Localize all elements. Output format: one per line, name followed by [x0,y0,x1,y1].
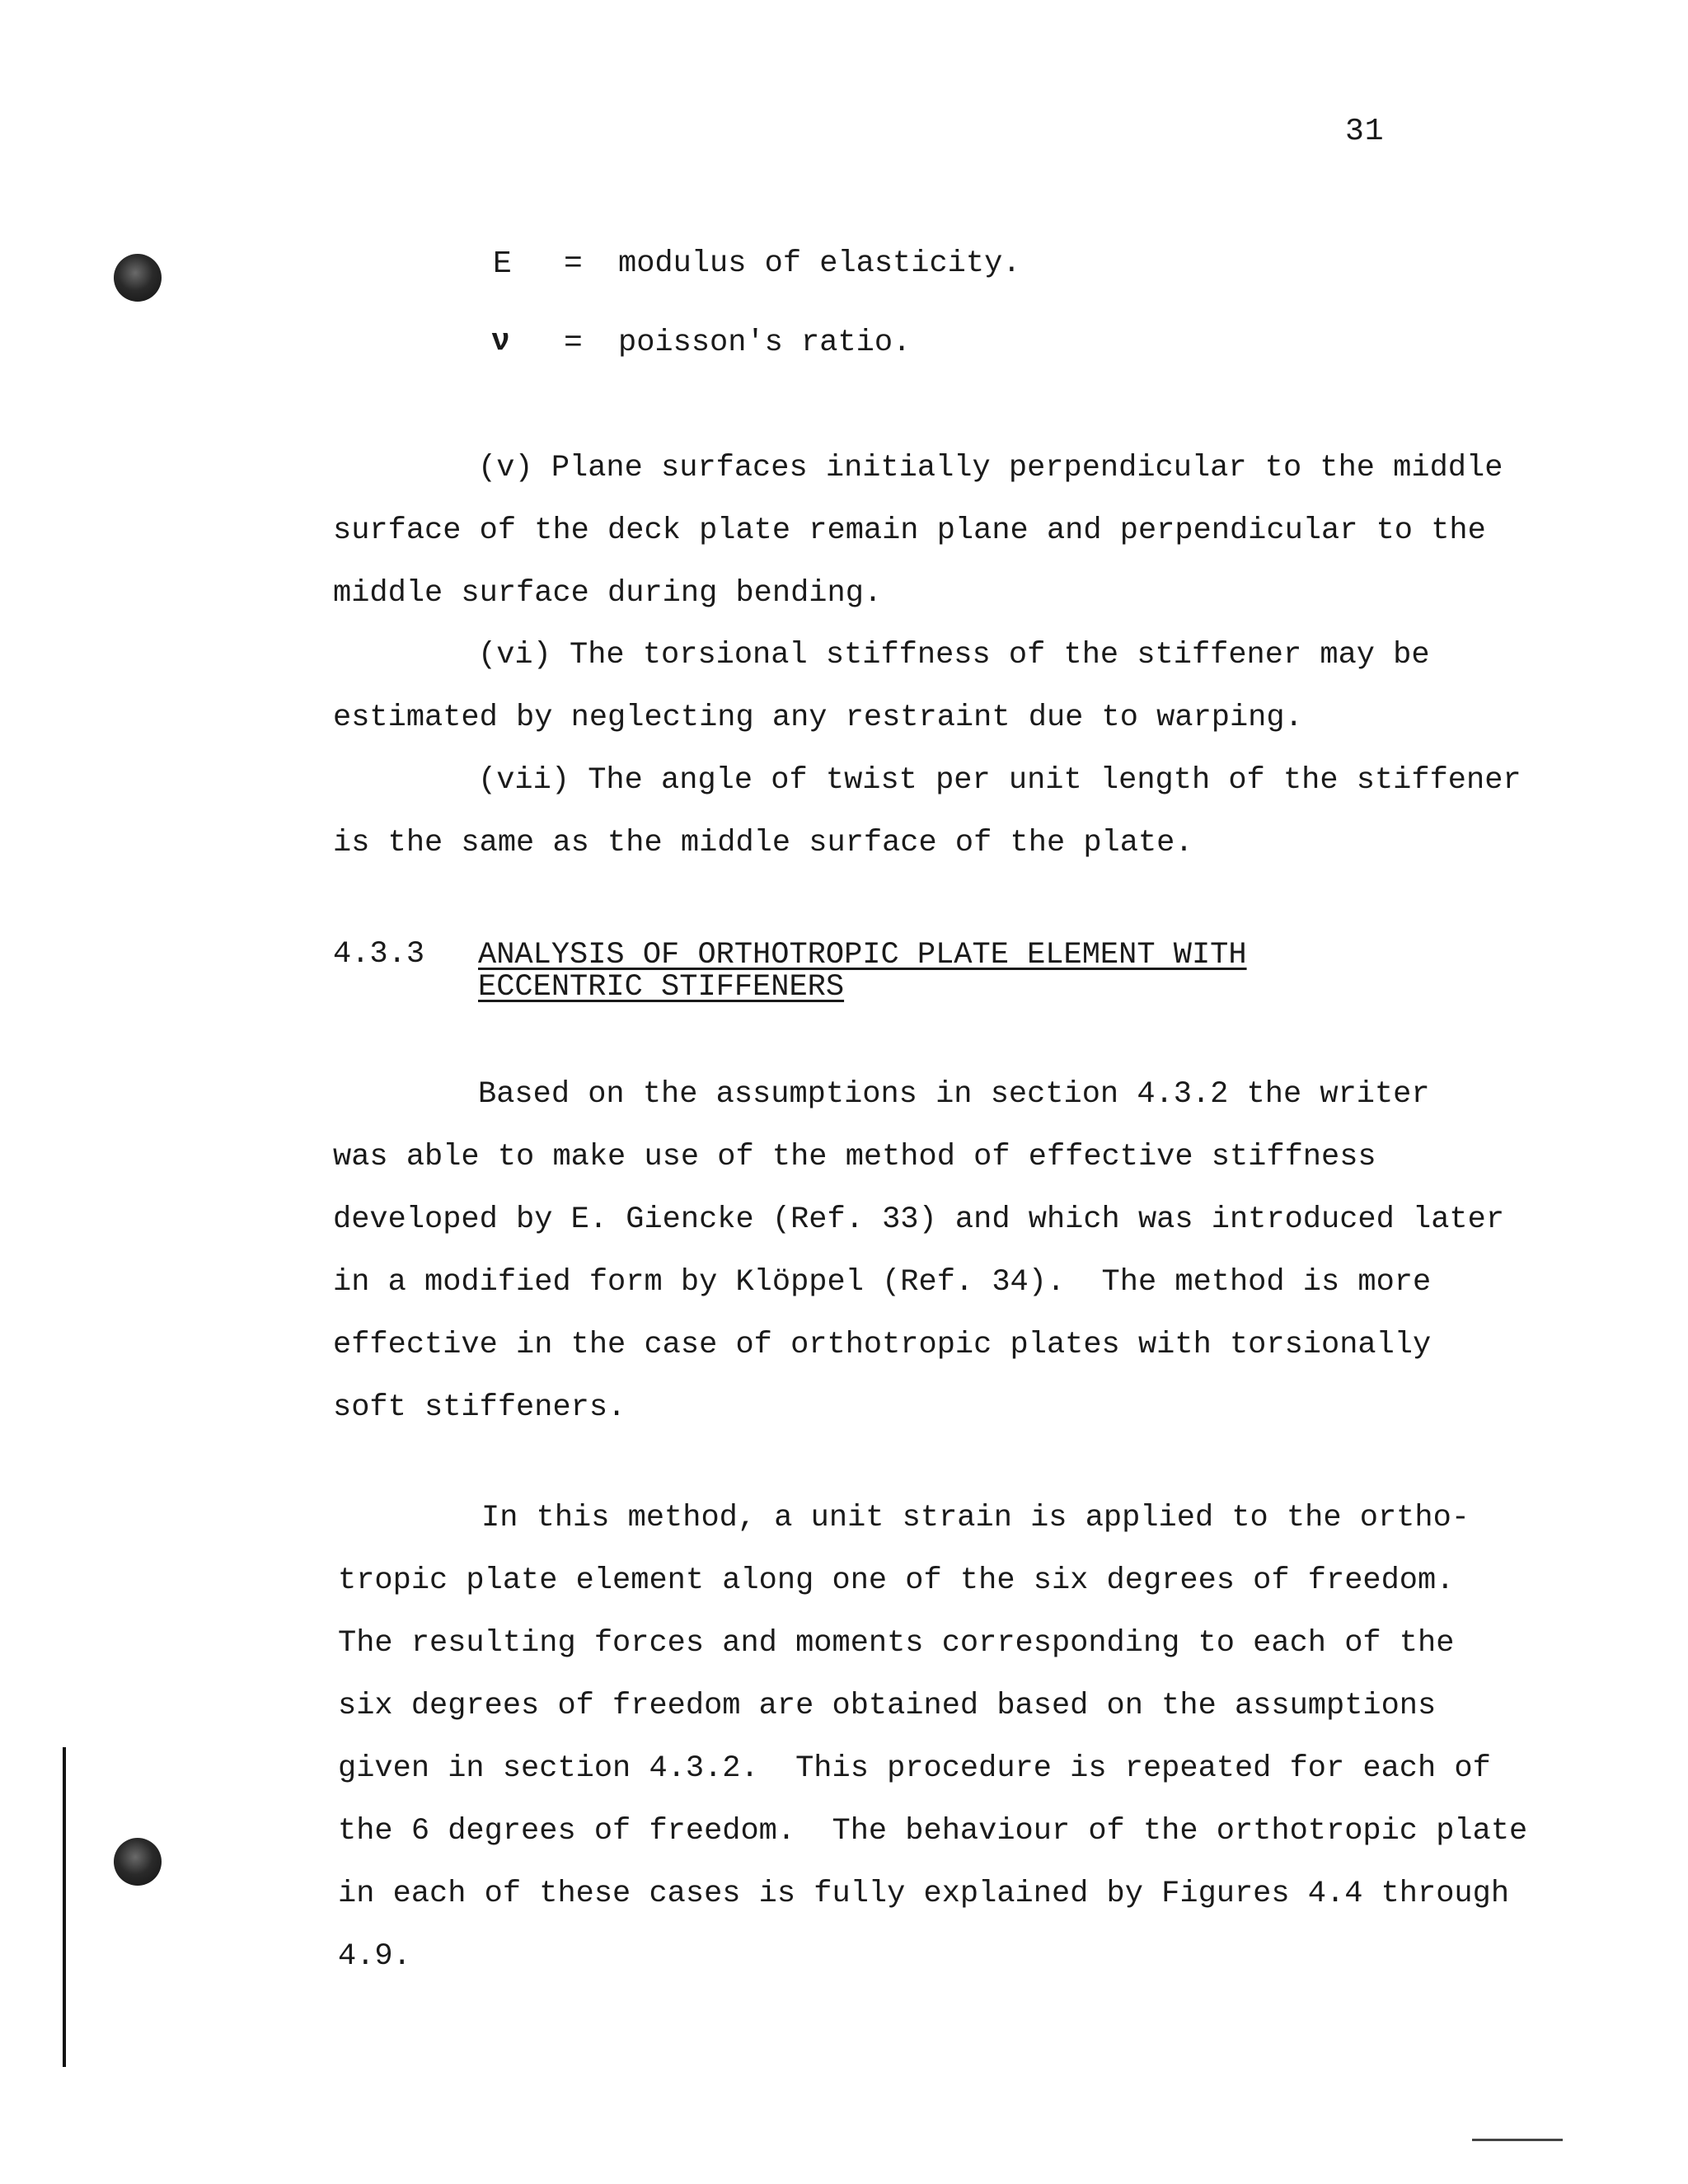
punch-hole-bottom [114,1838,162,1886]
text-line: (vi) The torsional stiffness of the stiffener may be [478,638,1430,673]
text-line: in a modified form by Klöppel (Ref. 34). The method is more [333,1265,1432,1300]
bottom-rule [1472,2139,1563,2141]
page-number: 31 [1345,114,1385,149]
text-line: the 6 degrees of freedom. The behaviour of the orthotropic plate [338,1814,1528,1849]
text-line: effective in the case of orthotropic plates with torsionally [333,1328,1432,1362]
section-title: ANALYSIS OF ORTHOTROPIC PLATE ELEMENT WITH ECCENTRIC STIFFENERS [478,938,1247,1005]
definition-text: modulus of elasticity. [618,246,1021,281]
text-line: surface of the deck plate remain plane and perpendicular to the [333,513,1486,548]
text-line: in each of these cases is fully explained by Figures 4.4 through [338,1877,1510,1911]
text-line: given in section 4.3.2. This procedure is repeated for each of [338,1751,1491,1786]
text-line: developed by E. Giencke (Ref. 33) and which was introduced later [333,1202,1505,1237]
margin-line [63,1747,66,2067]
text-line: was able to make use of the method of effective stiffness [333,1140,1376,1174]
text-line: (vii) The angle of twist per unit length of the stiffener [478,763,1522,798]
definition-equals: = [564,326,583,361]
text-line: estimated by neglecting any restraint due to warping. [333,701,1303,735]
definition-text: poisson's ratio. [618,326,912,360]
text-line: six degrees of freedom are obtained based on the assumptions [338,1689,1437,1723]
text-line: is the same as the middle surface of the plate. [333,826,1193,860]
text-line: tropic plate element along one of the six degrees of freedom. [338,1563,1455,1598]
definition-equals: = [564,246,583,282]
text-line: (v) Plane surfaces initially perpendicular to the middle [478,451,1503,485]
text-line: In this method, a unit strain is applied to the ortho- [481,1501,1470,1535]
section-number: 4.3.3 [333,937,425,972]
punch-hole-top [114,254,162,302]
text-line: middle surface during bending. [333,576,883,611]
definition-symbol: E [493,246,512,282]
definition-symbol: ν [491,324,510,359]
text-line: 4.9. [338,1939,411,1974]
text-line: soft stiffeners. [333,1390,626,1425]
text-line: Based on the assumptions in section 4.3.2 the writer [478,1077,1430,1112]
text-line: The resulting forces and moments corresponding to each of the [338,1626,1455,1661]
